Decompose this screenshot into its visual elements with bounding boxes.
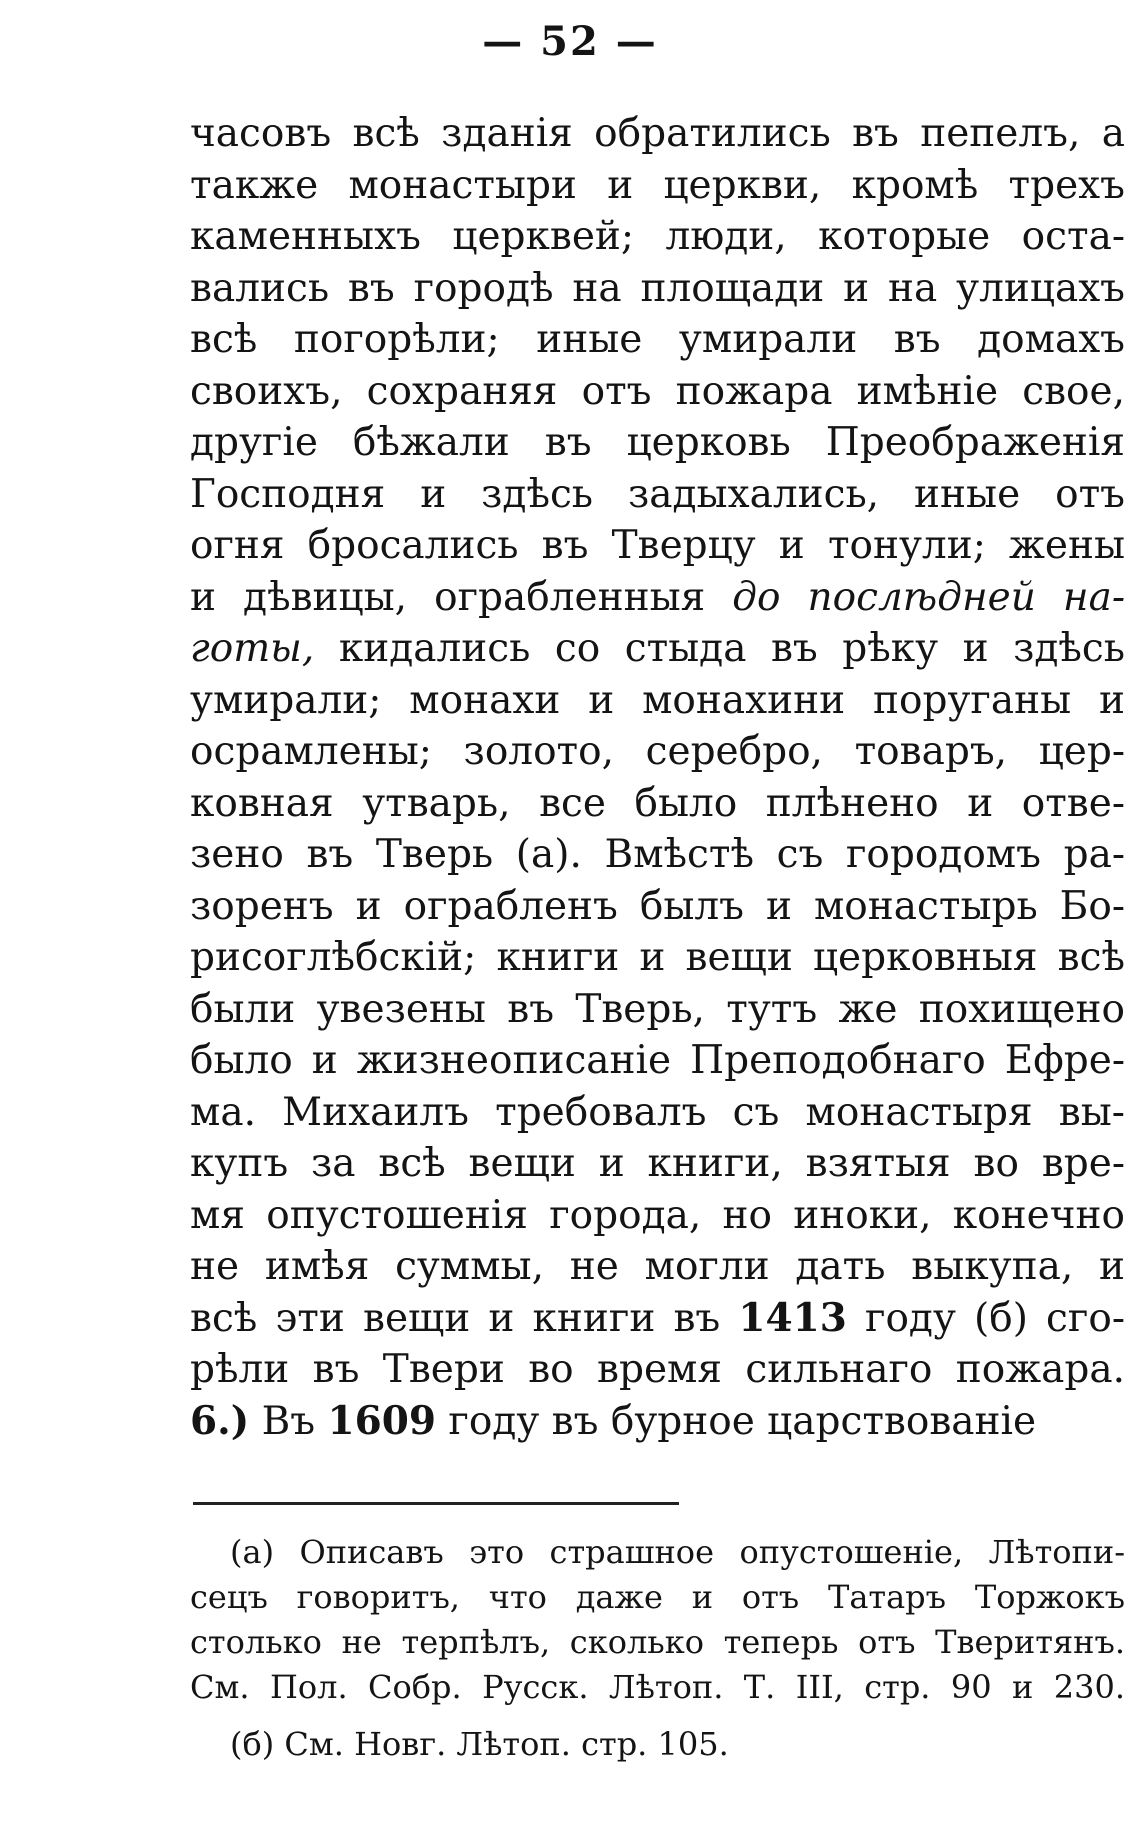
- text-line: [190, 1035, 1125, 1087]
- text-span: зоренъ и ограбленъ былъ и монастырь Бо-: [190, 883, 1125, 929]
- text-span: огня бросались въ Тверцу и тонули; жены: [190, 523, 1125, 568]
- body-text: [190, 108, 1125, 1447]
- text-span: не имѣя суммы, не могли дать выкупа, и: [190, 1244, 1125, 1289]
- text-line: [190, 932, 1125, 984]
- footnotes: [190, 1530, 1125, 1767]
- footnote-a-line: сецъ говоритъ, что даже и отъ Татаръ Торжокъ: [190, 1578, 1125, 1616]
- text-line: [190, 263, 1125, 315]
- footnote-b: (б) См. Новг. Лѣтоп. стр. 105.: [230, 1725, 729, 1763]
- footnote-a-line: См. Пол. Собр. Русск. Лѣтоп. Т. III, стр. 90 и 230.: [190, 1668, 1125, 1706]
- text-line: [190, 160, 1125, 212]
- text-span: ковная утварь, все было плѣнено и отве-: [190, 780, 1125, 826]
- text-span: зено въ Тверь (а). Вмѣстѣ съ городомъ ра-: [190, 832, 1125, 877]
- text-span: были увезены въ Тверь, тутъ же похищено: [190, 986, 1125, 1032]
- text-span: всѣ эти вещи и книги въ: [190, 1295, 739, 1341]
- text-span: вались въ городѣ на площади и на улицахъ: [190, 265, 1125, 311]
- text-span: было и жизнеописаніе Преподобнаго Ефре-: [190, 1038, 1125, 1083]
- text-line: [190, 1241, 1125, 1293]
- text-line: [190, 726, 1125, 778]
- year-span: 1413: [738, 1294, 847, 1341]
- text-line: [190, 1344, 1125, 1396]
- text-line: [190, 829, 1125, 881]
- text-line: [190, 520, 1125, 572]
- text-span: ма. Михаилъ требовалъ съ монастыря вы-: [190, 1089, 1125, 1135]
- text-span: всѣ погорѣли; иные умирали въ домахъ: [190, 317, 1125, 362]
- text-line: [190, 1190, 1125, 1242]
- text-span: рѣли въ Твери во время сильнаго пожара.: [190, 1347, 1125, 1392]
- text-line: [190, 984, 1125, 1036]
- text-line: [190, 1396, 1125, 1448]
- text-span: купъ за всѣ вещи и книги, взятыя во вре-: [190, 1141, 1125, 1186]
- footnote-divider: [193, 1502, 679, 1505]
- text-span: осрамлены; золото, серебро, товаръ, цер-: [190, 729, 1125, 774]
- text-line: [190, 778, 1125, 830]
- text-span: Господня и здѣсь задыхались, иные отъ: [190, 471, 1125, 517]
- year-span: 1609: [327, 1397, 436, 1444]
- text-line: [190, 366, 1125, 418]
- page-number: — 52 —: [482, 18, 658, 65]
- italic-span: до послѣдней на-: [732, 574, 1125, 620]
- text-line: [190, 1293, 1125, 1345]
- text-line: [190, 314, 1125, 366]
- text-line: [190, 1138, 1125, 1190]
- text-line: [190, 881, 1125, 933]
- text-span: Въ: [249, 1398, 328, 1444]
- text-span: другіе бѣжали въ церковь Преображенія: [190, 420, 1125, 465]
- text-span: году въ бурное царствованіе: [436, 1398, 1037, 1444]
- text-span: каменныхъ церквей; люди, которые оста-: [190, 214, 1125, 259]
- text-span: часовъ всѣ зданія обратились въ пепелъ, а: [190, 111, 1125, 156]
- text-line: [190, 108, 1125, 160]
- text-span: своихъ, сохраняя отъ пожара имѣніе свое,: [190, 368, 1125, 414]
- text-span: кидались со стыда въ рѣку и здѣсь: [314, 626, 1125, 671]
- italic-span: готы,: [190, 626, 315, 671]
- text-span: рисоглѣбскій; книги и вещи церковныя всѣ: [190, 935, 1125, 980]
- text-span: году (б) сго-: [846, 1295, 1125, 1341]
- text-line: [190, 675, 1125, 727]
- footnote-a-line: столько не терпѣлъ, сколько теперь отъ Тверитянъ.: [190, 1623, 1125, 1661]
- text-line: [190, 211, 1125, 263]
- text-line: [190, 572, 1125, 624]
- text-line: [190, 417, 1125, 469]
- text-line: [190, 469, 1125, 521]
- text-line: [190, 623, 1125, 675]
- text-span: умирали; монахи и монахини поруганы и: [190, 677, 1125, 723]
- section-number: 6.): [190, 1397, 250, 1444]
- text-line: [190, 1087, 1125, 1139]
- text-span: и дѣвицы, ограбленныя: [190, 574, 733, 620]
- footnote-a-line: (а) Описавъ это страшное опустошеніе, Лѣтопи-: [230, 1533, 1125, 1571]
- text-span: мя опустошенія города, но иноки, конечно: [190, 1192, 1125, 1238]
- text-span: также монастыри и церкви, кромѣ трехъ: [190, 162, 1125, 208]
